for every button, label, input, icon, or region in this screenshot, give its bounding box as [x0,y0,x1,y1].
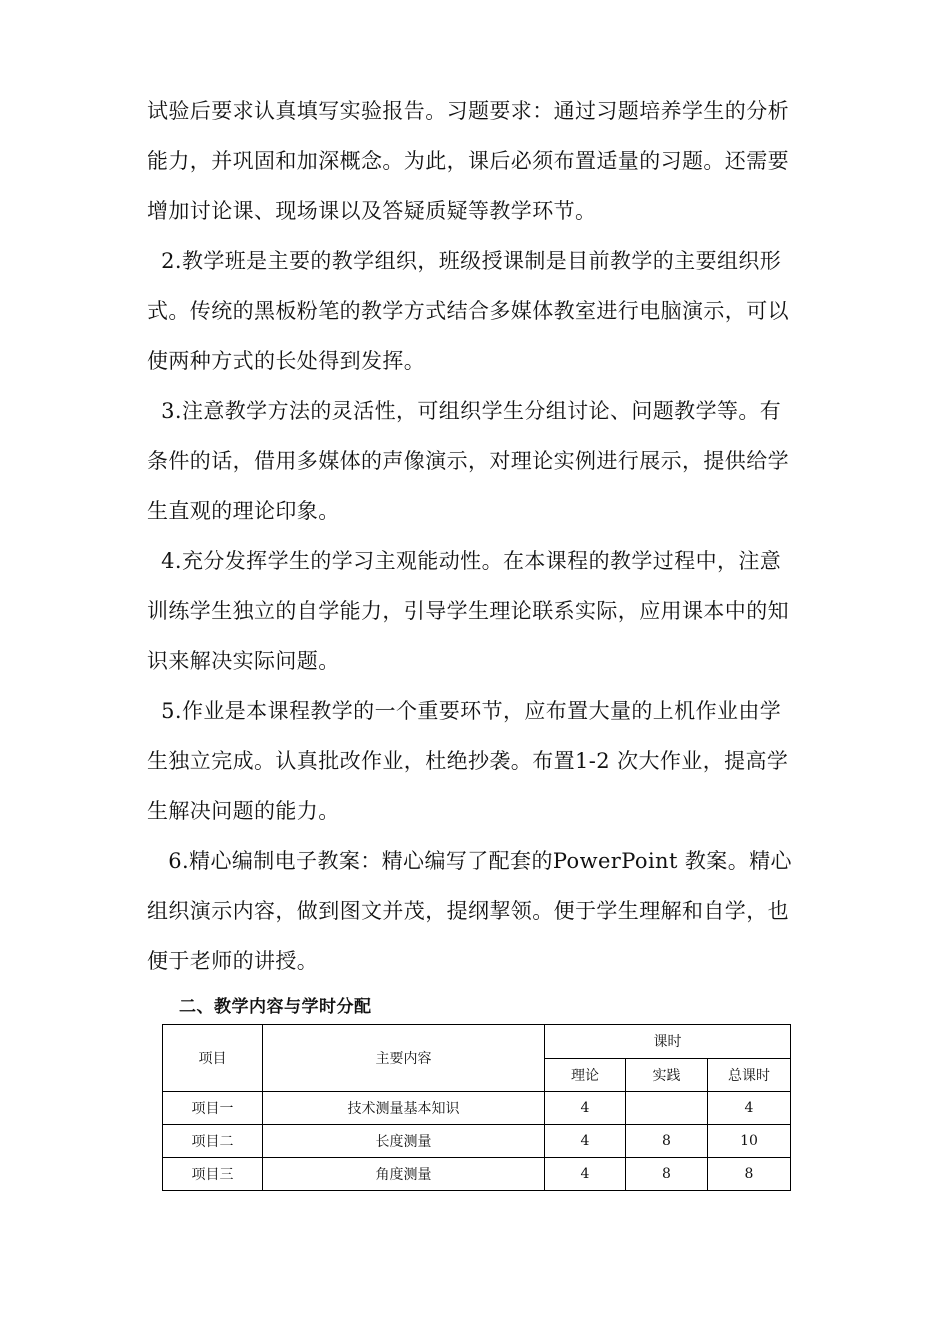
paragraph-line: 增加讨论课、现场课以及答疑质疑等教学环节。 [147,199,597,223]
paragraph-line: 式。传统的黑板粉笔的教学方式结合多媒体教室进行电脑演示，可以 [147,299,789,323]
cell-practice: 8 [626,1158,708,1191]
cell-theory: 4 [545,1158,626,1191]
table-row [163,1125,791,1158]
table-row [163,1158,791,1191]
hours-table [162,1024,791,1191]
cell-item: 项目三 [163,1158,263,1191]
cell-total: 10 [708,1125,791,1158]
paragraph-line: 便于老师的讲授。 [147,949,319,973]
header-item: 项目 [163,1025,263,1092]
cell-content: 角度测量 [263,1158,545,1191]
cell-total: 4 [708,1092,791,1125]
paragraph-1 [147,86,822,236]
paragraph-2 [147,236,822,386]
paragraph-line: 训练学生独立的自学能力，引导学生理论联系实际，应用课本中的知 [147,599,789,623]
paragraph-6 [147,836,822,986]
paragraph-line: 5.作业是本课程教学的一个重要环节，应布置大量的上机作业由学 [147,699,782,723]
cell-theory: 4 [545,1092,626,1125]
paragraph-line: 条件的话，借用多媒体的声像演示，对理论实例进行展示，提供给学 [147,449,789,473]
paragraph-line: 使两种方式的长处得到发挥。 [147,349,426,373]
paragraph-4 [147,536,822,686]
header-content: 主要内容 [263,1025,545,1092]
paragraph-line: 生独立完成。认真批改作业，杜绝抄袭。布置1-2 次大作业，提高学 [147,749,789,773]
paragraph-line: 3.注意教学方法的灵活性，可组织学生分组讨论、问题教学等。有 [147,399,782,423]
paragraph-line: 识来解决实际问题。 [147,649,340,673]
paragraph-line: 组织演示内容，做到图文并茂，提纲挈领。便于学生理解和自学，也 [147,899,789,923]
cell-theory: 4 [545,1125,626,1158]
paragraph-line: 试验后要求认真填写实验报告。习题要求：通过习题培养学生的分析 [147,99,789,123]
paragraph-line: 生直观的理论印象。 [147,499,340,523]
header-hours: 课时 [545,1025,791,1059]
paragraph-3 [147,386,822,536]
paragraph-line: 6.精心编制电子教案：精心编写了配套的PowerPoint 教案。精心 [147,849,792,873]
paragraph-line: 4.充分发挥学生的学习主观能动性。在本课程的教学过程中，注意 [147,549,782,573]
cell-item: 项目一 [163,1092,263,1125]
header-total: 总课时 [708,1058,791,1092]
header-theory: 理论 [545,1058,626,1092]
cell-practice [626,1092,708,1125]
section-heading: 二、教学内容与学时分配 [179,997,372,1017]
cell-content: 长度测量 [263,1125,545,1158]
paragraph-line: 生解决问题的能力。 [147,799,340,823]
table-header-row [163,1025,791,1059]
paragraph-5 [147,686,822,836]
paragraph-line: 能力，并巩固和加深概念。为此，课后必须布置适量的习题。还需要 [147,149,789,173]
cell-total: 8 [708,1158,791,1191]
cell-item: 项目二 [163,1125,263,1158]
cell-content: 技术测量基本知识 [263,1092,545,1125]
cell-practice: 8 [626,1125,708,1158]
header-practice: 实践 [626,1058,708,1092]
table-row [163,1092,791,1125]
paragraph-line: 2.教学班是主要的教学组织，班级授课制是目前教学的主要组织形 [147,249,782,273]
